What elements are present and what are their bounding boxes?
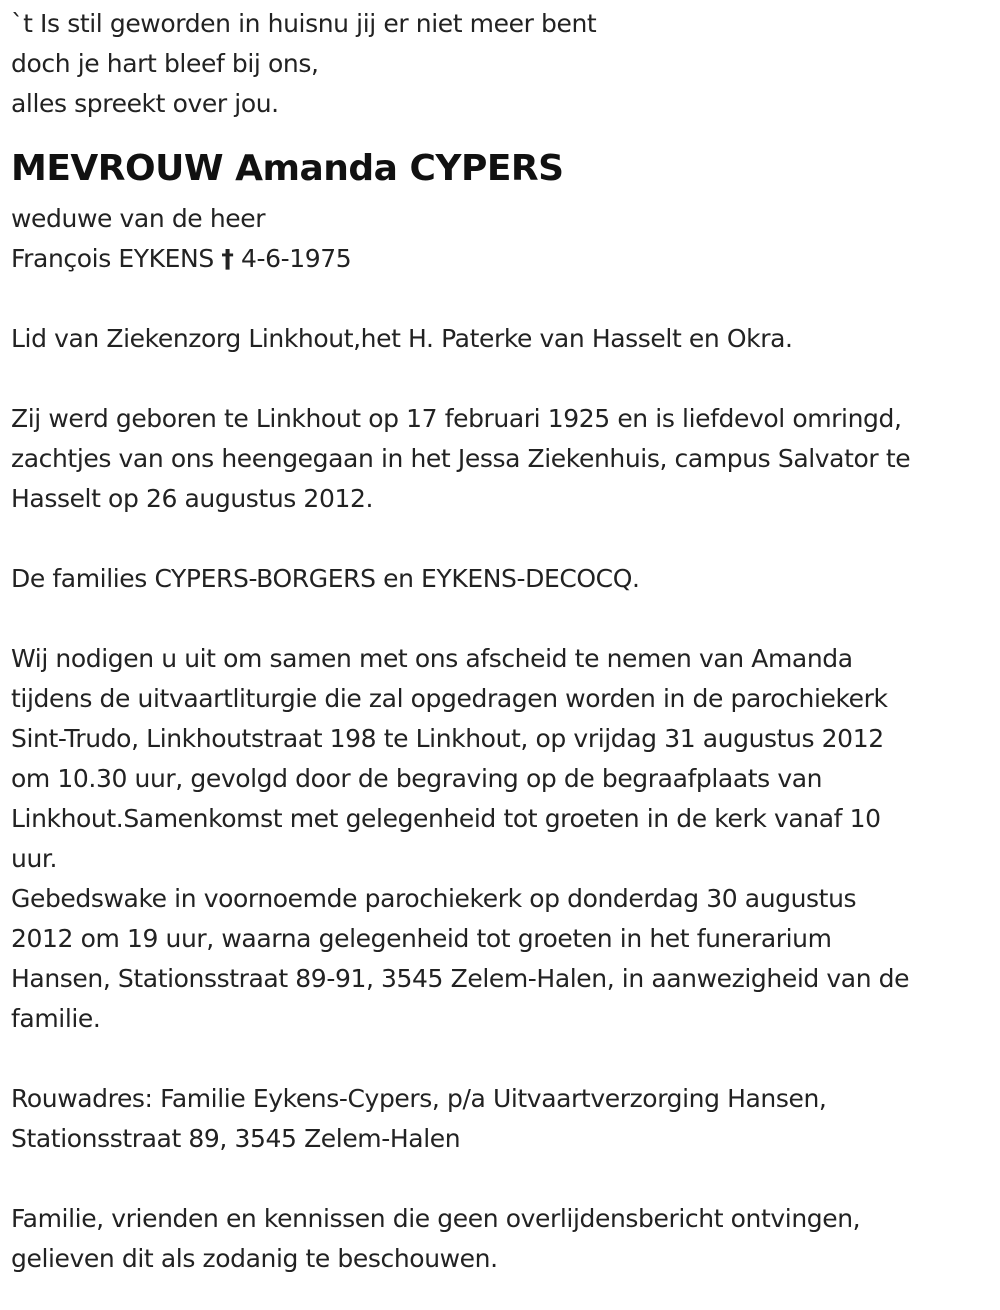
funeral-paragraph xyxy=(11,639,991,1039)
cross-icon: † xyxy=(221,244,234,273)
poem-line: alles spreekt over jou. xyxy=(11,89,279,118)
spacer xyxy=(11,279,991,319)
paragraph-line: gelieven dit als zodanig te beschouwen. xyxy=(11,1244,498,1273)
spouse-name: François EYKENS xyxy=(11,244,214,273)
spacer xyxy=(11,359,991,399)
closing-paragraph xyxy=(11,1199,991,1279)
paragraph-line: familie. xyxy=(11,1004,101,1033)
birth-death-paragraph xyxy=(11,399,991,519)
spouse-line xyxy=(11,239,991,279)
spacer xyxy=(11,519,991,559)
mourning-address xyxy=(11,1079,991,1159)
widow-of-text: weduwe van de heer xyxy=(11,204,266,233)
membership-text: Lid van Ziekenzorg Linkhout,het H. Paterke van Hasselt en Okra. xyxy=(11,324,793,353)
spouse-death-date: 4-6-1975 xyxy=(241,244,352,273)
paragraph-line: Stationsstraat 89, 3545 Zelem-Halen xyxy=(11,1124,461,1153)
paragraph-line: Sint-Trudo, Linkhoutstraat 198 te Linkhout, op vrijdag 31 augustus 2012 xyxy=(11,724,884,753)
paragraph-line: Hasselt op 26 augustus 2012. xyxy=(11,484,374,513)
spacer xyxy=(11,1159,991,1199)
paragraph-line: uur. xyxy=(11,844,58,873)
paragraph-line: Familie, vrienden en kennissen die geen overlijdensbericht ontvingen, xyxy=(11,1204,861,1233)
poem-line: `t Is stil geworden in huisnu jij er niet meer bent xyxy=(11,9,597,38)
paragraph-line: Gebedswake in voornoemde parochiekerk op donderdag 30 augustus xyxy=(11,884,857,913)
paragraph-line: Wij nodigen u uit om samen met ons afscheid te nemen van Amanda xyxy=(11,644,853,673)
poem xyxy=(11,4,991,124)
paragraph-line: Rouwadres: Familie Eykens-Cypers, p/a Uitvaartverzorging Hansen, xyxy=(11,1084,827,1113)
families-text: De families CYPERS-BORGERS en EYKENS-DECOCQ. xyxy=(11,564,640,593)
spacer xyxy=(11,1039,991,1079)
paragraph-line: Linkhout.Samenkomst met gelegenheid tot groeten in de kerk vanaf 10 xyxy=(11,804,881,833)
poem-line: doch je hart bleef bij ons, xyxy=(11,49,319,78)
obituary-notice xyxy=(11,4,991,1279)
paragraph-line: 2012 om 19 uur, waarna gelegenheid tot groeten in het funerarium xyxy=(11,924,832,953)
paragraph-line: tijdens de uitvaartliturgie die zal opgedragen worden in de parochiekerk xyxy=(11,684,888,713)
paragraph-line: Hansen, Stationsstraat 89-91, 3545 Zelem-Halen, in aanwezigheid van de xyxy=(11,964,910,993)
paragraph-line: Zij werd geboren te Linkhout op 17 februari 1925 en is liefdevol omringd, xyxy=(11,404,902,433)
spacer xyxy=(11,599,991,639)
deceased-name: MEVROUW Amanda CYPERS xyxy=(11,148,564,189)
paragraph-line: zachtjes van ons heengegaan in het Jessa Ziekenhuis, campus Salvator te xyxy=(11,444,911,473)
paragraph-line: om 10.30 uur, gevolgd door de begraving op de begraafplaats van xyxy=(11,764,823,793)
